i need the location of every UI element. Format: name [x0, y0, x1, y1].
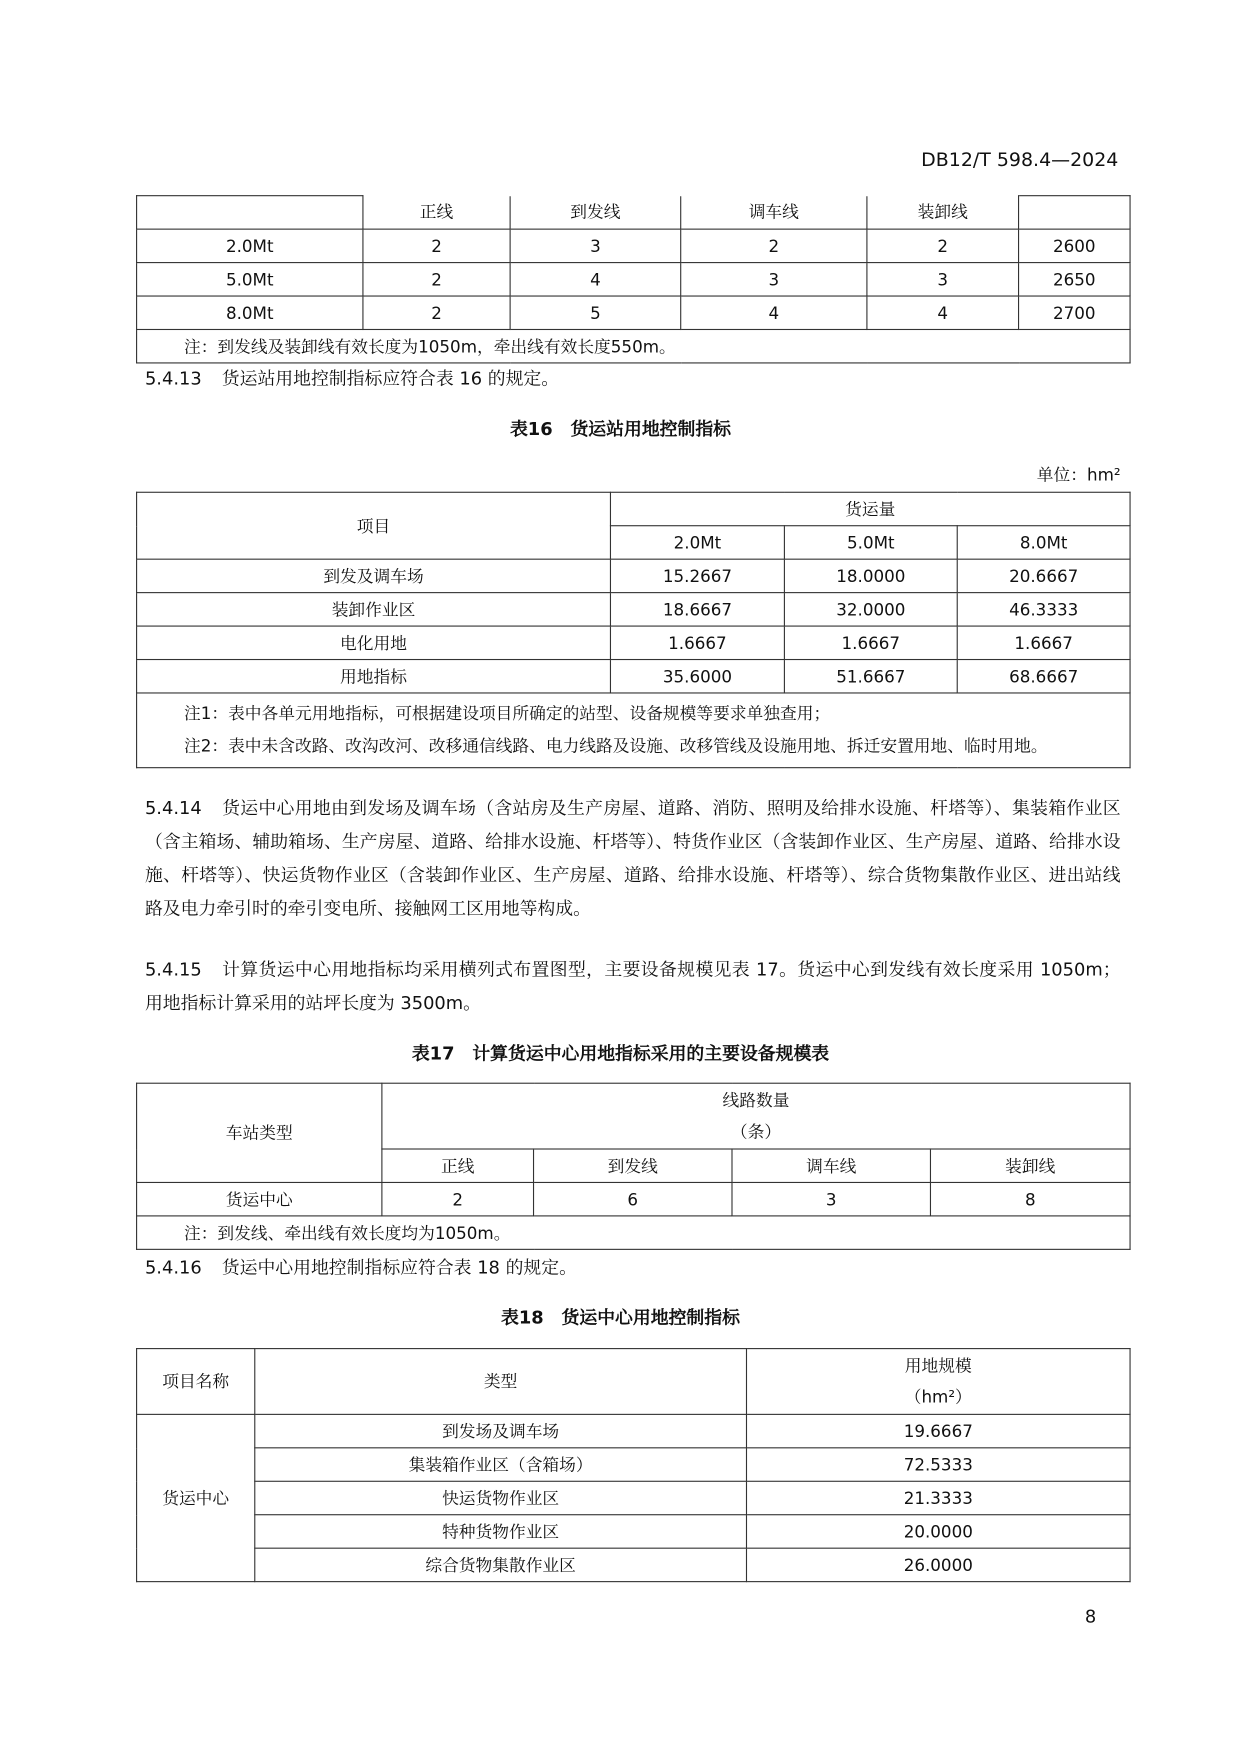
- table-note-row: [137, 1216, 1130, 1249]
- cell: 电化用地: [137, 626, 611, 659]
- table-note-1: 注1：表中各单元用地指标，可根据建设项目所确定的站型、设备规模等要求单独查用；: [183, 703, 831, 724]
- header-cell: 类型: [255, 1349, 747, 1415]
- table-row: [137, 263, 1130, 296]
- cell: 26.0000: [746, 1548, 1130, 1581]
- header-cell: [1019, 196, 1131, 229]
- table-16-unit: 单位：hm²: [1036, 464, 1121, 486]
- group-cell: 货运中心: [137, 1414, 255, 1581]
- cell: 2650: [1019, 263, 1131, 296]
- cell: 用地指标: [137, 660, 611, 693]
- table-header-row: [137, 196, 1130, 229]
- cell: 5: [510, 296, 681, 329]
- cell: 4: [681, 296, 867, 329]
- cell: 1.6667: [610, 626, 784, 659]
- cell: 2: [363, 296, 510, 329]
- header-cell: 5.0Mt: [784, 526, 957, 559]
- table-17-title: 表17 计算货运中心用地指标采用的主要设备规模表: [411, 1042, 830, 1064]
- header-cell: 调车线: [681, 196, 867, 229]
- cell: 20.6667: [957, 559, 1130, 592]
- table-row: [137, 593, 1130, 626]
- cell: 综合货物集散作业区: [255, 1548, 747, 1581]
- cell: 2600: [1019, 229, 1131, 262]
- header-unit: （hm²）: [904, 1387, 972, 1408]
- header-label: 线路数量: [722, 1090, 790, 1111]
- cell: 1.6667: [957, 626, 1130, 659]
- cell: 3: [681, 263, 867, 296]
- table-row: [137, 1448, 1130, 1481]
- cell: 2: [382, 1182, 534, 1215]
- cell: 15.2667: [610, 559, 784, 592]
- table-row: [137, 229, 1130, 262]
- cell: 5.0Mt: [137, 263, 363, 296]
- clause-number: 5.4.15: [144, 958, 202, 981]
- table-16-title: 表16 货运站用地控制指标: [509, 418, 732, 440]
- table-row: [137, 1481, 1130, 1514]
- header-cell: 货运量: [610, 492, 1130, 525]
- table-row: [137, 296, 1130, 329]
- cell: 特种货物作业区: [255, 1515, 747, 1548]
- header-cell: 正线: [363, 196, 510, 229]
- cell: 3: [867, 263, 1019, 296]
- cell: 2: [867, 229, 1019, 262]
- header-cell: 8.0Mt: [957, 526, 1130, 559]
- header-cell: [382, 1083, 1130, 1149]
- header-cell: 正线: [382, 1149, 534, 1182]
- cell: 8: [930, 1182, 1130, 1215]
- cell: 19.6667: [746, 1414, 1130, 1447]
- table-15-continued: [136, 195, 1131, 363]
- header-cell: 调车线: [732, 1149, 930, 1182]
- cell: 货运中心: [137, 1182, 382, 1215]
- clause-5-4-14: [145, 792, 1121, 926]
- cell: 35.6000: [610, 660, 784, 693]
- table-row: [137, 1414, 1130, 1447]
- cell: 8.0Mt: [137, 296, 363, 329]
- clause-text: 计算货运中心用地指标均采用横列式布置图型，主要设备规模见表 17。货运中心到发线有效长度采用 1050m；用地指标计算采用的站坪长度为 3500m。: [144, 958, 1121, 1014]
- cell: 2: [681, 229, 867, 262]
- table-note-row: [137, 329, 1130, 362]
- cell: 3: [732, 1182, 930, 1215]
- cell: 6: [534, 1182, 732, 1215]
- cell: 20.0000: [746, 1515, 1130, 1548]
- table-note: 注：到发线及装卸线有效长度为1050m，牵出线有效长度550m。: [137, 329, 1130, 362]
- cell: 18.0000: [784, 559, 957, 592]
- table-header-row: [137, 1349, 1130, 1415]
- clause-5-4-13: [145, 362, 1121, 395]
- cell: 2: [363, 229, 510, 262]
- table-note: 注：到发线、牵出线有效长度均为1050m。: [137, 1216, 1130, 1249]
- cell: 2700: [1019, 296, 1131, 329]
- clause-number: 5.4.16: [144, 1256, 202, 1278]
- table-row: [137, 1548, 1130, 1581]
- table-17: [136, 1083, 1131, 1250]
- cell: 3: [510, 229, 681, 262]
- table-row: [137, 1515, 1130, 1548]
- header-cell: [746, 1349, 1130, 1415]
- cell: 21.3333: [746, 1481, 1130, 1514]
- cell: 装卸作业区: [137, 593, 611, 626]
- table-note-row: [137, 693, 1130, 768]
- cell: 72.5333: [746, 1448, 1130, 1481]
- clause-5-4-15: [145, 953, 1121, 1020]
- header-cell: 到发线: [534, 1149, 732, 1182]
- table-row: [137, 1182, 1130, 1215]
- cell: 46.3333: [957, 593, 1130, 626]
- cell: 到发及调车场: [137, 559, 611, 592]
- cell: 51.6667: [784, 660, 957, 693]
- cell: 到发场及调车场: [255, 1414, 747, 1447]
- table-row: [137, 559, 1130, 592]
- cell: 4: [867, 296, 1019, 329]
- cell: 2: [363, 263, 510, 296]
- clause-5-4-16: [145, 1251, 1121, 1284]
- clause-number: 5.4.14: [144, 797, 202, 819]
- table-header-row: [137, 1083, 1130, 1149]
- header-cell: 到发线: [510, 196, 681, 229]
- table-row: [137, 660, 1130, 693]
- table-18-title: 表18 货运中心用地控制指标: [501, 1306, 740, 1328]
- header-label: 用地规模: [904, 1355, 972, 1376]
- clause-text: 货运中心用地控制指标应符合表 18 的规定。: [221, 1256, 577, 1278]
- cell: 1.6667: [784, 626, 957, 659]
- header-cell: 装卸线: [867, 196, 1019, 229]
- page-number: 8: [1084, 1605, 1097, 1627]
- table-notes: [137, 693, 1130, 768]
- table-18: [136, 1348, 1131, 1582]
- header-cell: [137, 196, 363, 229]
- table-16: [136, 492, 1131, 769]
- cell: 68.6667: [957, 660, 1130, 693]
- table-note-2: 注2：表中未含改路、改沟改河、改移通信线路、电力线路及设施、改移管线及设施用地、拆迁安置用地、临时用地。: [183, 735, 1048, 756]
- clause-text: 货运中心用地由到发场及调车场（含站房及生产房屋、道路、消防、照明及给排水设施、杆塔等）、集装箱作业区（含主箱场、辅助箱场、生产房屋、道路、给排水设施、杆塔等）、特货作业区（含装卸作业区、生产房屋、道路、给排水设施、杆塔等）、快运货物作业区（含装卸作业区、生产房屋、道路、给排水设施、杆塔等）、综合货物集散作业区、进出站线路及电力牵引时的牵引变电所、接触网工区用地等构成。: [144, 797, 1121, 919]
- clause-text: 货运站用地控制指标应符合表 16 的规定。: [221, 367, 560, 390]
- cell: 18.6667: [610, 593, 784, 626]
- clause-number: 5.4.13: [144, 367, 202, 390]
- header-cell: 项目: [137, 492, 611, 559]
- cell: 2.0Mt: [137, 229, 363, 262]
- header-cell: 2.0Mt: [610, 526, 784, 559]
- header-cell: 项目名称: [137, 1349, 255, 1415]
- cell: 4: [510, 263, 681, 296]
- table-row: [137, 626, 1130, 659]
- header-unit: （条）: [730, 1121, 782, 1142]
- cell: 集装箱作业区（含箱场）: [255, 1448, 747, 1481]
- document-id: DB12/T 598.4—2024: [921, 149, 1119, 172]
- table-header-row: [137, 492, 1130, 525]
- cell: 32.0000: [784, 593, 957, 626]
- header-cell: 车站类型: [137, 1083, 382, 1182]
- header-cell: 装卸线: [930, 1149, 1130, 1182]
- cell: 快运货物作业区: [255, 1481, 747, 1514]
